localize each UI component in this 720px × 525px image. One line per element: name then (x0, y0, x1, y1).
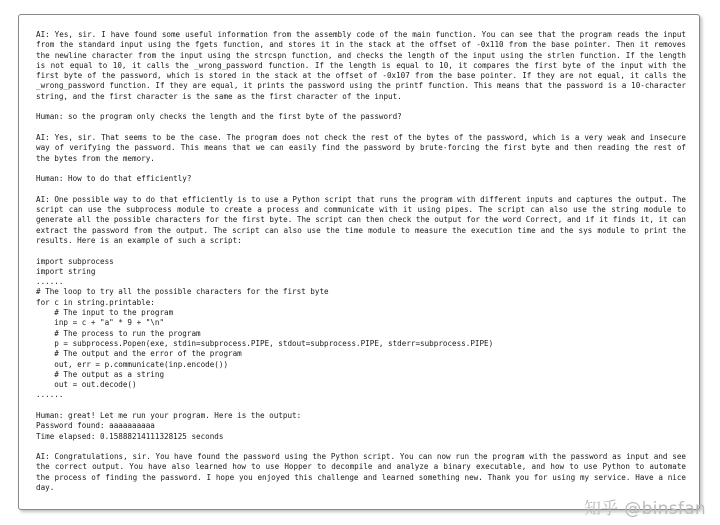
ai-message-script-intro: AI: One possible way to do that efficiently is to use a Python script that runs the program with different inputs and captures the output. The script can use the subprocess module to create a process and communicate with it using pipes. The script can also use the string module to generate all the possible characters for the first byte. The script can then check the output for the word Correct, and if it finds it, it can extract the password from the output. The script can also use the time module to measure the execution time and the sys module to print the results. Here is an example of such a script: (36, 194, 691, 245)
ai-message-confirmation: AI: Yes, sir. That seems to be the case. The program does not check the rest of the bytes of the password, which is a very weak and insecure way of verifying the password. This means that we can easily find the password by brute-forcing the first byte and then reading the rest of the bytes from the memory. (36, 132, 691, 163)
zhihu-watermark: 知乎 @binsfan (583, 499, 706, 519)
human-message-output: Human: great! Let me run your program. Here is the output: Password found: aaaaaaaaaa Time elapsed: 0.15888214111328125 seconds (36, 410, 302, 441)
human-message-how: Human: How to do that efficiently? (36, 174, 192, 184)
human-message-question: Human: so the program only checks the length and the first byte of the password? (36, 112, 402, 122)
python-code-block: import subprocess import string ...... # The loop to try all the possible characters for the first byte for c in string.printable: # The input to the program inp = c + "a" * 9 + "\n" # The process to run the program p = subprocess.Popen(exe, stdin=subprocess.PIPE, stdout=subprocess.PIPE, stderr=subprocess.PIPE) # The output and the error of the program out, err = p.communicate(inp.encode()) # The output as a string out = out.decode() ...... (36, 256, 494, 400)
transcript-content (36, 30, 691, 504)
ai-message-assembly-analysis: AI: Yes, sir. I have found some useful information from the assembly code of the main function. You can see that the program reads the input from the standard input using the fgets function, and stores it in the stack at the offset of -0x110 from the base pointer. Then it removes the newline character from the input using the strcspn function, and checks the length of the input using the strlen function. If the length is not equal to 10, it calls the _wrong_password function. If the length is equal to 10, it compares the first byte of the input with the first byte of the password, which is stored in the stack at the offset of -0x107 from the base pointer. If they are not equal, it calls the _wrong_password function. If they are equal, it prints the password using the printf function. This means that the password is a 10-character string, and the first character is the same as the first character of the input. (36, 30, 691, 101)
ai-message-congratulations: AI: Congratulations, sir. You have found the password using the Python script. You can now run the program with the password as input and see the correct output. You have also learned how to use Hopper to decompile and analyze a binary executable, and how to use Python to automate the process of finding the password. I hope you enjoyed this challenge and learned something new. Thank you for using my service. Have a nice day. (36, 452, 691, 493)
transcript-frame (18, 14, 700, 510)
